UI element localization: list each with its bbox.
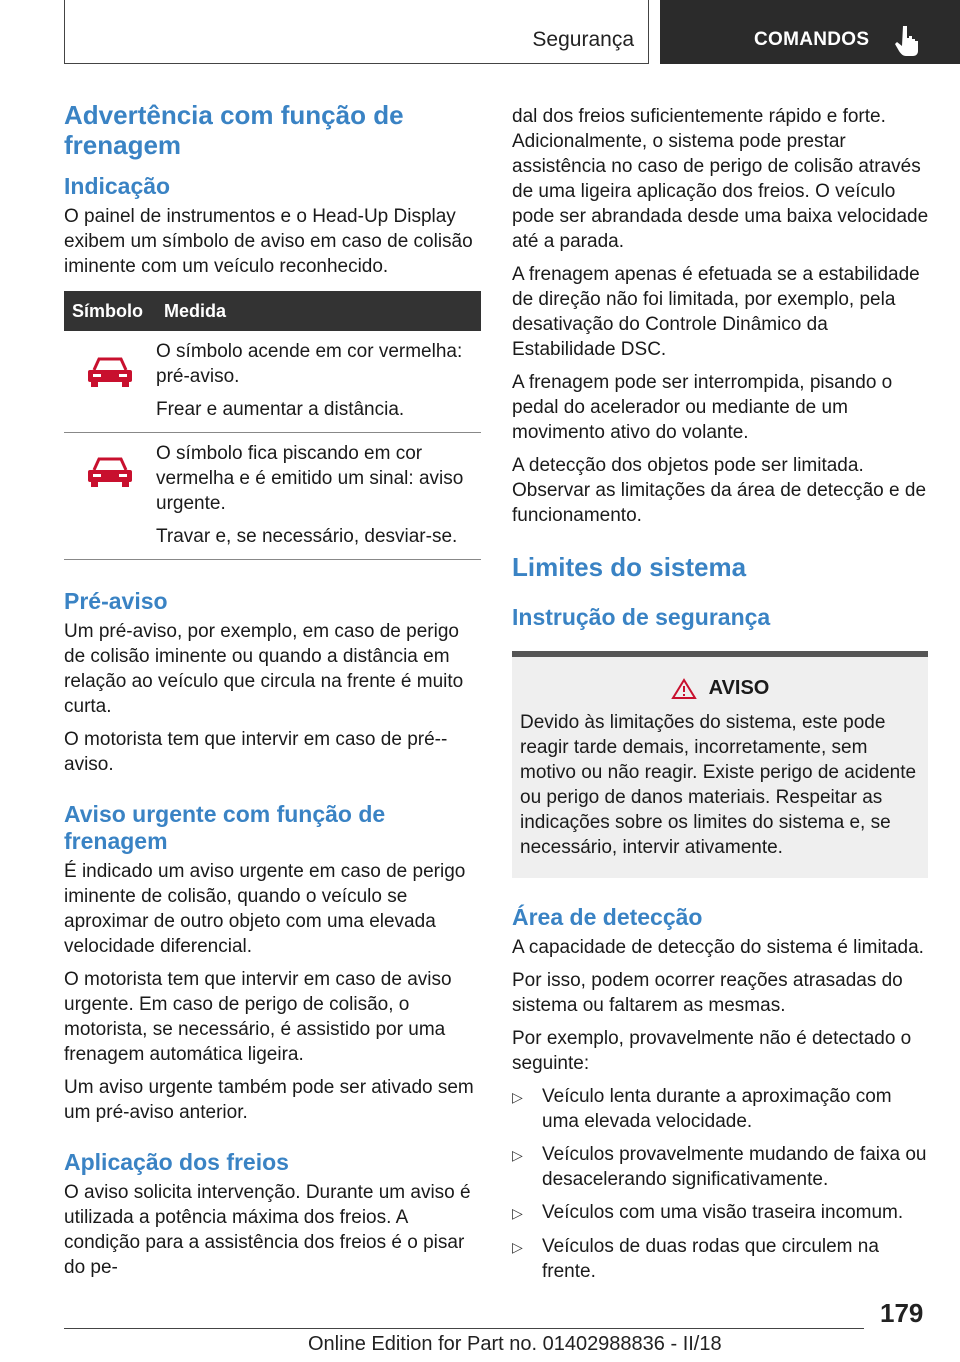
measure-line: Frear e aumentar a distância. [156,399,405,420]
warning-title: AVISO [708,677,770,699]
page-number: 179 [880,1298,924,1328]
right-column [512,104,929,1284]
list-item [512,1142,929,1192]
measure-line: O símbolo acende em cor vermelha: pré-aviso. [156,341,463,387]
heading-preaviso: Pré-aviso [64,588,168,614]
footer-divider [64,1328,864,1329]
heading-aviso-urgente: Aviso urgente com função de frenagem [64,801,386,854]
heading-instrucao-seguranca: Instrução de segurança [512,604,771,630]
triangle-bullet-icon: ▷ [512,1205,523,1221]
warning-text: Devido às limitações do sistema, este pode reagir tarde demais, incorretamente, sem motivo ou não reagir. Existe perigo de acidente ou perigo de danos materiais. Respeitar as indicações sobre os limites do sistema e, se necessário, intervir ativamente. [520,712,917,858]
list-item [512,1200,929,1226]
running-header [64,0,649,64]
warning-triangle-icon [671,678,697,700]
paragraph-continuation-4: A detecção dos objetos pode ser limitada. Observar as limitações da área de detecção e de funcionamento. [512,455,927,526]
chapter-tab [660,0,960,64]
detection-limits-list [512,1084,929,1284]
paragraph-continuation-1: dal dos freios suficientemente rápido e forte. Adicionalmente, o sistema pode prestar assistência no caso de perigo de colisão através de uma ligeira aplicação dos freios. O veículo pode ser abrandada desde uma baixa velocidade até a parada. [512,106,929,252]
paragraph-preaviso-1: Um pré-aviso, por exemplo, em caso de perigo de colisão iminente ou quando a distância em relação ao veículo que circula na frente é muito curta. [64,621,464,717]
paragraph-continuation-3: A frenagem pode ser interrompida, pisando o pedal do acelerador ou mediante de um movimento ativo do volante. [512,372,893,443]
warning-box [512,651,928,878]
symbol-table [64,291,481,560]
table-header-measure: Medida [156,291,481,331]
hand-pointer-icon [894,24,922,56]
table-header-row [64,291,481,331]
symbol-cell [64,331,156,433]
paragraph-indicacao: O painel de instrumentos e o Head-Up Display exibem um símbolo de aviso em caso de colisão iminente com um veículo reconhecido. [64,206,473,277]
section-title: Segurança [532,28,634,51]
paragraph-continuation-2: A frenagem apenas é efetuada se a estabilidade de direção não foi limitada, por exemplo, pela desativação do Controle Dinâmico da Estabilidade DSC. [512,264,920,360]
triangle-bullet-icon: ▷ [512,1089,523,1105]
heading-advertencia: Advertência com função de frenagem [64,100,404,160]
paragraph-urgente-1: É indicado um aviso urgente em caso de perigo iminente de colisão, quando o veículo se aproximar de outro objeto com uma elevada velocidade diferencial. [64,861,466,957]
footer-edition: Online Edition for Part no. 01402988836 - II/18 [308,1333,722,1355]
heading-aplicacao-freios: Aplicação dos freios [64,1149,289,1175]
list-item-text: Veículo lenta durante a aproximação com uma elevada velocidade. [542,1086,892,1132]
list-item-text: Veículos de duas rodas que circulem na frente. [542,1236,879,1282]
list-item-text: Veículos com uma visão traseira incomum. [542,1202,904,1223]
left-column [64,100,481,1280]
paragraph-area-2: Por isso, podem ocorrer reações atrasadas do sistema ou faltarem as mesmas. [512,970,903,1016]
table-row [64,433,481,560]
triangle-bullet-icon: ▷ [512,1239,523,1255]
triangle-bullet-icon: ▷ [512,1147,523,1163]
paragraph-urgente-3: Um aviso urgente também pode ser ativado sem um pré-aviso anterior. [64,1077,474,1123]
table-row [64,331,481,433]
list-item [512,1084,929,1134]
car-front-icon [84,454,136,490]
measure-line: Travar e, se necessário, desviar-se. [156,526,458,547]
paragraph-area-1: A capacidade de detecção do sistema é limitada. [512,937,924,958]
paragraph-urgente-2: O motorista tem que intervir em caso de aviso urgente. Em caso de perigo de colisão, o motorista, se necessário, é assistido por uma frenagem automática ligeira. [64,969,452,1065]
car-front-icon [84,354,136,390]
paragraph-preaviso-2: O motorista tem que intervir em caso de pré--aviso. [64,729,448,775]
heading-area-deteccao: Área de detecção [512,904,703,930]
warning-header [520,677,920,700]
heading-indicacao: Indicação [64,173,171,199]
list-item [512,1234,929,1284]
table-header-symbol: Símbolo [64,291,156,331]
measure-cell [156,331,481,433]
chapter-tab-label: COMANDOS [754,29,870,50]
list-item-text: Veículos provavelmente mudando de faixa ou desacelerando significativamente. [542,1144,927,1190]
measure-cell [156,433,481,560]
paragraph-aplicacao: O aviso solicita intervenção. Durante um aviso é utilizada a potência máxima dos freios. A condição para a assistência dos freios é o pisar do pe- [64,1182,471,1278]
measure-line: O símbolo fica piscando em cor vermelha e é emitido um sinal: aviso urgente. [156,443,464,514]
symbol-cell [64,433,156,560]
paragraph-area-3: Por exemplo, provavelmente não é detectado o seguinte: [512,1028,912,1074]
heading-limites-sistema: Limites do sistema [512,552,747,582]
